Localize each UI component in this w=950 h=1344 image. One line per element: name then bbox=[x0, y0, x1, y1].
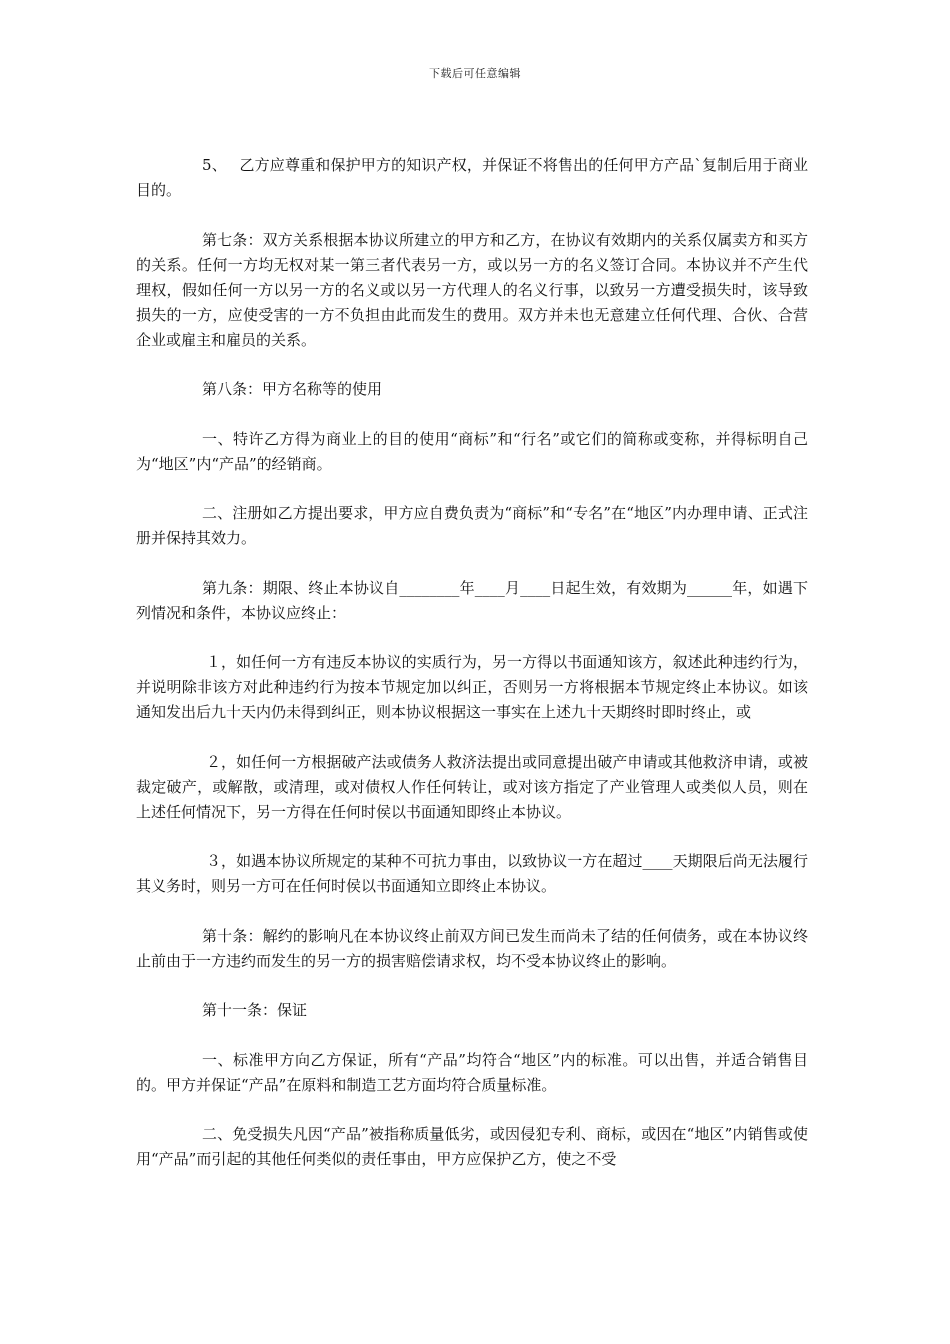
document-body bbox=[136, 153, 808, 1197]
article-8-item-1: 一、特许乙方得为商业上的目的使用“商标”和“行名”或它们的简称或变称，并得标明自己为“地区”内“产品”的经销商。 bbox=[136, 429, 808, 473]
article-7-relationship: 第七条：双方关系根据本协议所建立的甲方和乙方，在协议有效期内的关系仅属卖方和买方的关系。任何一方均无权对某一第三者代表另一方，或以另一方的名义签订合同。本协议并不产生代理权，假如任何一方以另一方的名义或以另一方代理人的名义行事，以致另一方遭受损失时，该导致损失的一方，应使受害的一方不负担由此而发生的费用。双方并未也无意建立任何代理、合伙、合营企业或雇主和雇员的关系。 bbox=[136, 230, 808, 349]
article-11-item-1: 一、标准甲方向乙方保证，所有“产品”均符合“地区”内的标准。可以出售，并适合销售目的。甲方并保证“产品”在原料和制造工艺方面均符合质量标准。 bbox=[136, 1050, 808, 1094]
article-10-termination-effect: 第十条：解约的影响凡在本协议终止前双方间已发生而尚未了结的任何债务，或在本协议终止前由于一方违约而发生的另一方的损害赔偿请求权，均不受本协议终止的影响。 bbox=[136, 926, 808, 970]
article-9-condition-3: ３，如遇本协议所规定的某种不可抗力事由，以致协议一方在超过____天期限后尚无法履行其义务时，则另一方可在任何时侯以书面通知立即终止本协议。 bbox=[136, 852, 808, 895]
page-header: 下载后可任意编辑 bbox=[429, 67, 521, 80]
clause-5-ip: 5、 乙方应尊重和保护甲方的知识产权，并保证不将售出的任何甲方产品`复制后用于商业目的。 bbox=[136, 156, 808, 199]
article-9-term: 第九条：期限、终止本协议自________年____月____日起生效，有效期为______年，如遇下列情况和条件，本协议应终止： bbox=[136, 578, 808, 622]
article-9-condition-1: １，如任何一方有违反本协议的实质行为，另一方得以书面通知该方，叙述此种违约行为，并说明除非该方对此种违约行为按本节规定加以纠正，否则另一方将根据本节规定终止本协议。如该通知发出后九十天内仍未得到纠正，则本协议根据这一事实在上述九十天期终时即时终止，或 bbox=[136, 653, 808, 721]
article-9-condition-2: ２，如任何一方根据破产法或债务人救济法提出或同意提出破产申请或其他救济申请，或被裁定破产，或解散，或清理，或对债权人作任何转让，或对该方指定了产业管理人或类似人员，则在上述任何情况下，另一方得在任何时侯以书面通知即终止本协议。 bbox=[136, 752, 808, 821]
article-8-heading: 第八条：甲方名称等的使用 bbox=[202, 380, 383, 398]
article-11-heading: 第十一条：保证 bbox=[202, 1001, 308, 1019]
article-11-item-2: 二、免受损失凡因“产品”被指称质量低劣，或因侵犯专利、商标，或因在“地区”内销售或使用“产品”而引起的其他任何类似的责任事由，甲方应保护乙方，使之不受 bbox=[136, 1125, 808, 1168]
article-8-item-2: 二、注册如乙方提出要求，甲方应自费负责为“商标”和“专名”在“地区”内办理申请、正式注册并保持其效力。 bbox=[136, 504, 808, 547]
